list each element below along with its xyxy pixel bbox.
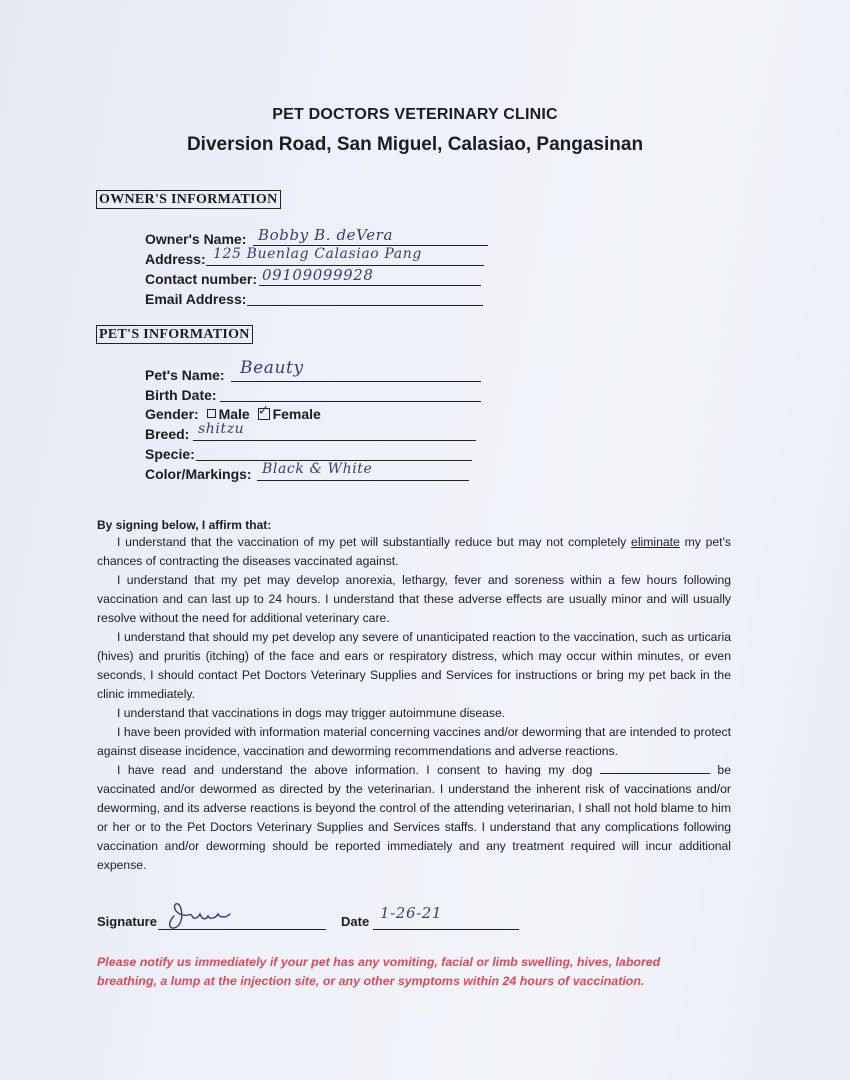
signature-scrawl[interactable] <box>160 898 240 934</box>
color-markings-field[interactable]: Black & White <box>262 461 373 477</box>
female-option-label: Female <box>272 406 321 422</box>
notice-text: Please notify us immediately if your pet has any vomiting, facial or limb swelling, hives, labored breathing, a lump at the injection site, or any other symptoms within 24 hours of vaccination. <box>97 955 661 988</box>
email-label: Email Address: <box>145 291 247 307</box>
specie-label: Specie: <box>145 446 195 462</box>
affirmation-paragraph <box>97 761 731 875</box>
color-markings-label: Color/Markings: <box>145 466 252 482</box>
dog-name-blank[interactable] <box>600 763 710 774</box>
pet-section-title: PET'S INFORMATION <box>96 325 253 344</box>
birth-date-label: Birth Date: <box>145 387 217 403</box>
date-field[interactable]: 1-26-21 <box>380 904 443 922</box>
breed-label: Breed: <box>145 426 190 442</box>
gender-label: Gender: <box>145 406 199 422</box>
contact-number-field[interactable]: 09109099928 <box>262 266 374 284</box>
address-field[interactable]: 125 Buenlag Calasiao Pang <box>213 246 422 262</box>
male-checkbox[interactable] <box>207 409 216 418</box>
pet-name-label: Pet's Name: <box>145 367 225 383</box>
clinic-name: PET DOCTORS VETERINARY CLINIC <box>272 106 558 123</box>
affirmation-paragraph: I have been provided with information material concerning vaccines and/or deworming that are intended to protect against disease incidence, vaccination and deworming recommendations and adverse reactions. <box>97 725 731 758</box>
p1-text-start: I understand that the vaccination of my pet will substantially reduce but may not completely <box>117 535 632 549</box>
affirmation-heading: By signing below, I affirm that: <box>97 518 272 532</box>
signature-label: Signature <box>97 914 157 929</box>
owner-name-field[interactable]: Bobby B. deVera <box>258 226 393 244</box>
p1-text-end: my pet's chances of contracting the diseases vaccinated against. <box>97 535 731 568</box>
breed-field[interactable]: shitzu <box>198 421 245 437</box>
pet-name-field[interactable]: Beauty <box>240 358 304 378</box>
email-line <box>247 287 483 306</box>
male-option-label: Male <box>218 406 250 422</box>
date-label: Date <box>341 914 370 929</box>
owner-section-title: OWNER'S INFORMATION <box>96 190 281 209</box>
female-checkbox[interactable] <box>257 403 270 420</box>
p1-underlined: eliminate <box>631 535 680 549</box>
gender-row <box>145 403 321 422</box>
address-label: Address: <box>145 251 206 267</box>
affirmation-paragraph: I understand that my pet may develop anorexia, lethargy, fever and soreness within a few hours following vaccination and can last up to 24 hours. I understand that these adverse effects are usually minor and will usually resolve without the need for additional veterinary care. <box>97 573 731 625</box>
affirmation-paragraph: I understand that should my pet develop any severe of unanticipated reaction to the vaccination, such as urticaria (hives) and pruritis (itching) of the face and ears or respiratory distress, which may occur within minutes, or even seconds, I should contact Pet Doctors Veterinary Supplies and Services for instructions or bring my pet back in the clinic immediately. <box>97 630 731 701</box>
birth-date-line <box>220 383 481 402</box>
specie-line <box>196 442 472 461</box>
p6-text-end: be vaccinated and/or dewormed as directed by the veterinarian. I understand the inherent risk of vaccinations and/or deworming, and its adverse reactions is beyond the control of the attending veterinarian, I shall not hold blame to him or her or to the Pet Doctors Veterinary Supplies and Services staffs. I understand that any complications following vaccination and/or deworming should be reported immediately and any treatment required will incur additional expense. <box>97 763 731 872</box>
affirmation-body <box>97 533 731 875</box>
affirmation-paragraph: I understand that vaccinations in dogs may trigger autoimmune disease. <box>117 706 506 720</box>
contact-number-label: Contact number: <box>145 271 257 287</box>
affirmation-paragraph <box>97 533 731 571</box>
owner-name-label: Owner's Name: <box>145 231 247 247</box>
clinic-address: Diversion Road, San Miguel, Calasiao, Pangasinan <box>186 134 644 155</box>
p6-text-start: I have read and understand the above information. I consent to having my dog <box>117 763 600 777</box>
check-icon: ✓ <box>257 403 270 419</box>
